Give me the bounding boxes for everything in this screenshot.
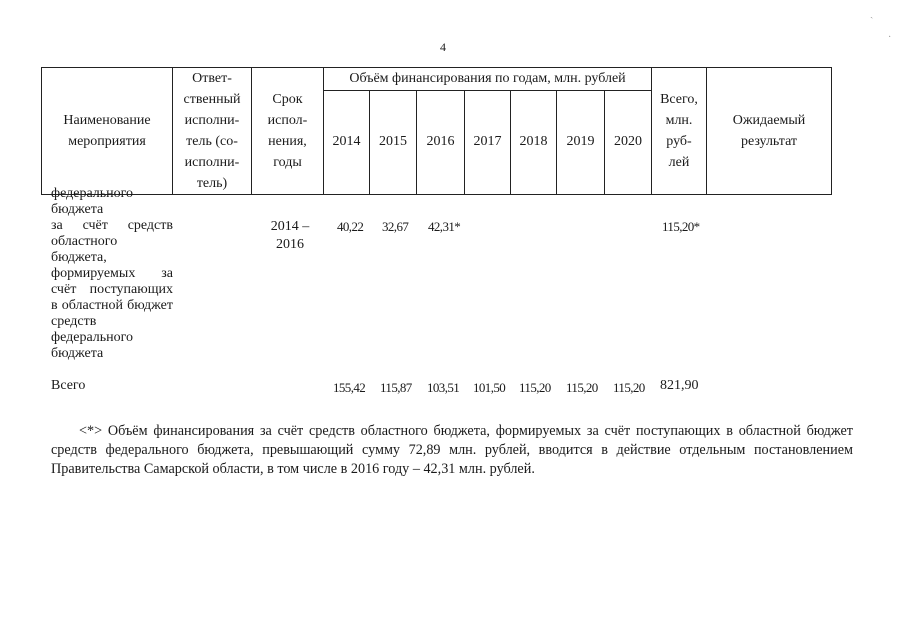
total-value-2018: 115,20 bbox=[519, 380, 551, 395]
total-value-2016: 103,51 bbox=[427, 380, 460, 395]
footnote-text: <*> Объём финансирования за счёт средств областного бюджета, формируемых за счёт поступающих в областной бюджет средств федерального бюджета, превышающий сумму 72,89 млн. рублей, вводится в действие отдельным постановлением Правительства Самарской области, в том числе в 2016 году – 42,31 млн. рублей. bbox=[51, 423, 853, 477]
header-year-2016: 2016 bbox=[417, 90, 465, 194]
header-term-cell bbox=[252, 68, 324, 195]
scan-mark: ˏ bbox=[870, 8, 874, 19]
header-year-2015: 2015 bbox=[370, 90, 417, 194]
budget-table-header bbox=[41, 67, 832, 195]
row-term: 2014 – 2016 bbox=[270, 219, 310, 252]
header-name: Наименование мероприятия bbox=[63, 113, 151, 149]
row-value-2016: 42,31* bbox=[428, 219, 461, 234]
header-total-cell bbox=[652, 68, 707, 195]
total-value-2015: 115,87 bbox=[380, 380, 412, 395]
header-name-cell bbox=[42, 68, 173, 195]
header-year-2020: 2020 bbox=[605, 90, 652, 194]
total-value-2020: 115,20 bbox=[613, 380, 645, 395]
header-responsible: Ответ- ственный исполни- тель (со- исполни- тель) bbox=[183, 71, 241, 191]
total-row-label: Всего bbox=[51, 378, 86, 393]
row-name-continuation: федерального бюджета bbox=[51, 186, 134, 217]
header-year-2017: 2017 bbox=[465, 90, 511, 194]
header-year-2019: 2019 bbox=[557, 90, 605, 194]
row-value-2015: 32,67 bbox=[382, 219, 409, 234]
total-value-2019: 115,20 bbox=[566, 380, 598, 395]
scan-mark: · bbox=[888, 32, 892, 43]
total-value-all: 821,90 bbox=[660, 378, 699, 393]
row-value-2014: 40,22 bbox=[337, 219, 364, 234]
header-result: Ожидаемый результат bbox=[732, 113, 806, 149]
page-number: 4 bbox=[440, 40, 446, 54]
header-result-cell bbox=[707, 68, 832, 195]
total-value-2014: 155,42 bbox=[333, 380, 366, 395]
total-value-2017: 101,50 bbox=[473, 380, 506, 395]
header-total: Всего, млн. руб- лей bbox=[660, 92, 698, 170]
header-year-2014: 2014 bbox=[324, 90, 370, 194]
row-total: 115,20* bbox=[662, 219, 700, 234]
header-term: Срок испол- нения, годы bbox=[267, 92, 308, 170]
footnote bbox=[51, 422, 853, 479]
header-year-2018: 2018 bbox=[511, 90, 557, 194]
header-funding-group: Объём финансирования по годам, млн. рублей bbox=[324, 68, 652, 91]
header-responsible-cell bbox=[173, 68, 252, 195]
row-name: за счёт средств областного бюджета, формируемых за счёт поступающих в областной бюджет средств федерального бюджета bbox=[51, 218, 173, 361]
